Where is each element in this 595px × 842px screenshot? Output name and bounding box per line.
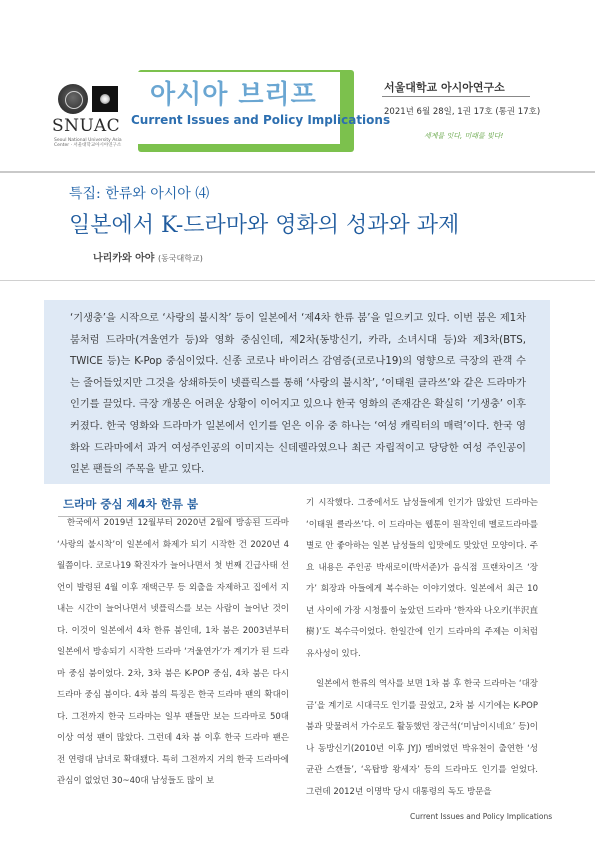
body-paragraph: 기 시작했다. 그중에서도 남성들에게 인기가 많았던 드라마는 ‘이태원 클라쓰’다. 이 드라마는 웹툰이 원작인데 멜로드라마를 별로 안 좋아하는 일본 남성들의 입맛에도 맞았던 모양이다. 주요 내용은 주인공 박새로이(박서준)가 음식점 프랜차이즈 ‘장가’ 회장과 아들에게 복수하는 이야기였다. 일본에서 최근 10년 사이에 가장 시청률이 높았던 드라마 ‘한자와 나오키(半沢直樹)’도 복수극이었다. 한일간에 인기 드라마의 주제는 이처럼 유사성이 있다. bbox=[306, 498, 538, 659]
section-heading: 드라마 중심 제4차 한류 붐 bbox=[63, 497, 199, 511]
body-paragraph: 일본에서 한류의 역사를 보면 1차 붐 후 한국 드라마는 ‘대장금’을 계기로 시대극도 인기를 끌었고, 2차 붐 시기에는 K-POP 붐과 맞물려서 가수로도 활동했던 장근석(‘미남이시네요’ 등)이나 동방신기(2010년 이후 JYJ) 멤버였던 박유천이 출연한 ‘성균관 스캔들’, ‘옥탑방 왕세자’ 등의 드라마도 인기를 얻었다. 그런데 2012년 이명박 당시 대통령의 독도 방문을 bbox=[306, 679, 538, 797]
issue-info: 2021년 6월 28일, 1권 17호 (통권 17호) bbox=[384, 107, 541, 117]
article-kicker: 특집: 한류와 아시아 ⑷ bbox=[69, 186, 210, 202]
summary-text: ‘기생충’을 시작으로 ‘사랑의 불시착’ 등이 일본에서 ‘제4차 한류 붐’을 일으키고 있다. 이번 붐은 제1차 붐처럼 드라마(겨울연가 등)와 영화 중심인데, 제2차(동방신기, 카라, 소녀시대 등)와 제3차(BTS, TWICE 등)는 K-Pop 중심이었다. 신종 코로나 바이러스 감염증(코로나19)의 영향으로 극장의 관객 수는 줄어들었지만 그것을 상쇄하듯이 넷플릭스를 통해 ‘사랑의 불시착’, ‘이태원 클라쓰’와 같은 드라마가 인기를 끌었다. 극장 개봉은 어려운 상황이 이어지고 있으나 한국 영화의 존재감은 확실히 ‘기생충’ 이후 커졌다. 한국 영화와 드라마가 일본에서 인기를 얻은 이유 중 하나는 ‘여성 캐릭터의 매력’이다. 한국 영화와 드라마에서 과거 여성주인공의 이미지는 신데렐라였으나 최근 자립적이고 당당한 여성 주인공이 일본 팬들의 주목을 받고 있다. bbox=[70, 313, 526, 476]
series-title: 아시아 브리프 bbox=[150, 80, 317, 110]
institute-name: 서울대학교 아시아연구소 bbox=[384, 81, 505, 94]
article-title: 일본에서 K-드라마와 영화의 성과와 과제 bbox=[69, 213, 460, 238]
title-bottom-rule bbox=[0, 280, 595, 281]
series-subtitle: Current Issues and Policy Implications bbox=[131, 113, 391, 127]
body-column-left bbox=[57, 513, 289, 793]
slogan: 세계를 잇다, 미래를 빚다! bbox=[424, 132, 504, 140]
author-line bbox=[93, 249, 203, 264]
author-name: 나리카와 아야 bbox=[93, 253, 155, 264]
title-top-rule bbox=[0, 171, 595, 173]
asia-center-emblem-icon bbox=[92, 86, 118, 112]
page-footer: Current Issues and Policy Implications bbox=[410, 812, 553, 821]
institute-divider bbox=[382, 96, 530, 97]
body-column-right bbox=[306, 493, 538, 803]
logo-text: SNUAC bbox=[52, 116, 121, 136]
author-affiliation: (동국대학교) bbox=[157, 254, 203, 263]
logo-subtext: Seoul National University Asia Center · 서울대학교아시아연구소 bbox=[54, 138, 122, 149]
university-seal-icon bbox=[58, 84, 88, 114]
body-paragraph: 한국에서 2019년 12월부터 2020년 2월에 방송된 드라마 ‘사랑의 불시착’이 일본에서 화제가 되기 시작한 건 2020년 4월쯤이다. 코로나19 확진자가 늘어나면서 첫 번째 긴급사태 선언이 발령된 4월 이후 재택근무 등 외출을 자제하고 집에서 지내는 시간이 늘어나면서 넷플릭스를 보는 사람이 늘어난 것이다. 이것이 일본에서 4차 한류 붐인데, 1차 붐은 2003년부터 일본에서 방송되기 시작한 드라마 ‘겨울연가’가 계기가 된 드라마 중심 붐이었다. 2차, 3차 붐은 K-POP 중심, 4차 붐은 다시 드라마 중심 붐이다. 4차 붐의 특징은 한국 드라마 팬의 확대이다. 그전까지 한국 드라마는 일부 팬들만 보는 드라마로 50대 이상 여성 팬이 많았다. 그런데 4차 붐 이후 한국 드라마 팬은 전 연령대 남녀로 확대됐다. 특히 그전까지 거의 한국 드라마에 관심이 없었던 30~40대 남성들도 많이 보 bbox=[57, 518, 289, 786]
